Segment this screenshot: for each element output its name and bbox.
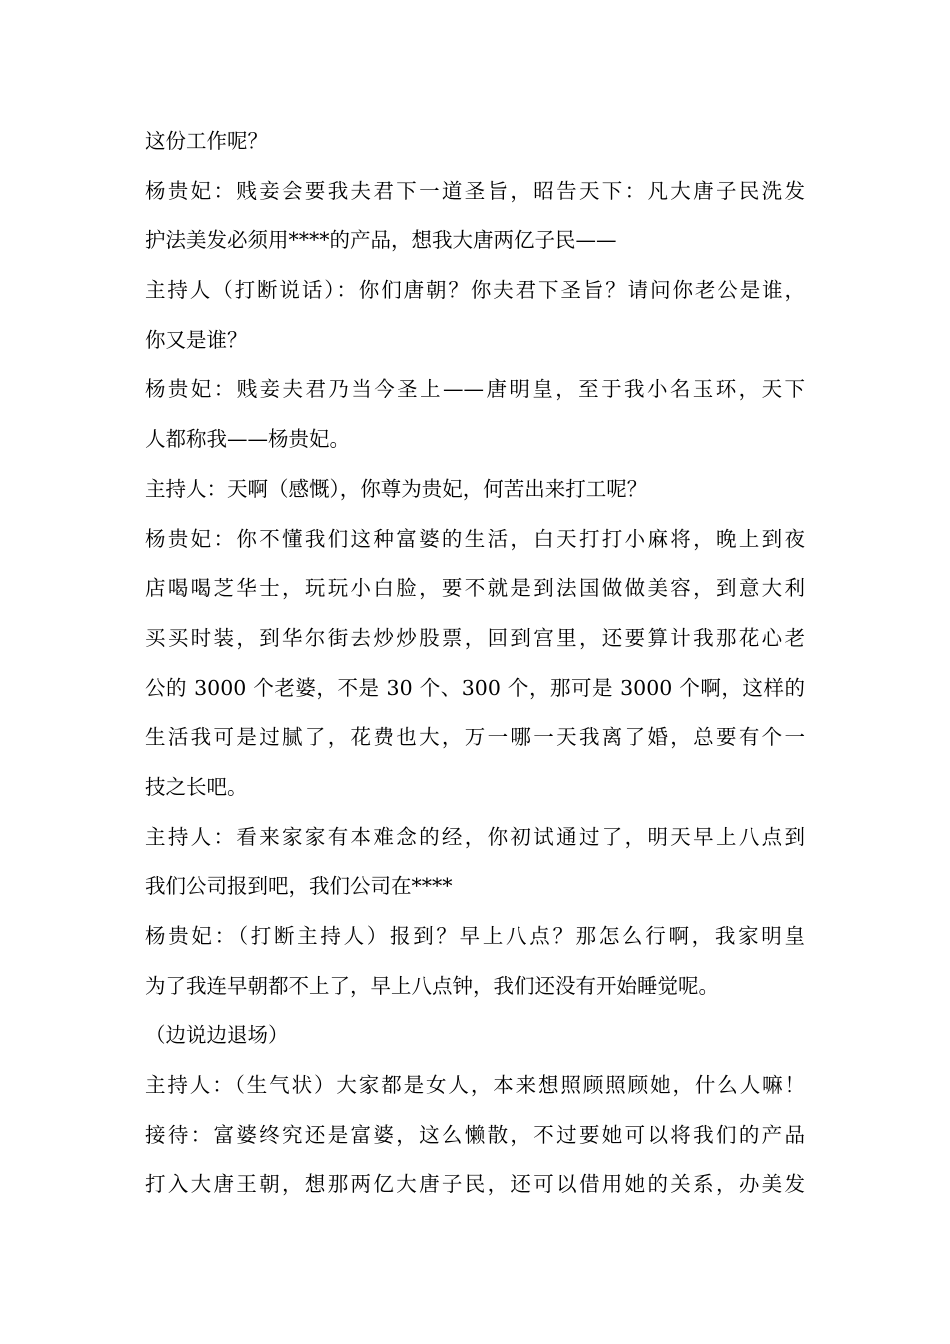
script-text-body bbox=[145, 121, 805, 1214]
text-line: 打入大唐王朝，想那两亿大唐子民，还可以借用她的关系，办美发 bbox=[145, 1172, 805, 1197]
text-line: （边说边退场） bbox=[145, 1023, 289, 1048]
text-line: 技之长吧。 bbox=[145, 774, 248, 799]
text-line: 公的 3000 个老婆，不是 30 个、300 个，那可是 3000 个啊，这样的 bbox=[145, 675, 805, 700]
text-line: 杨贵妃：你不懂我们这种富婆的生活，白天打打小麻将，晚上到夜 bbox=[145, 526, 805, 551]
text-line: 店喝喝芝华士，玩玩小白脸，要不就是到法国做做美容，到意大利 bbox=[145, 576, 805, 601]
text-line: 人都称我——杨贵妃。 bbox=[145, 427, 350, 452]
text-line: 主持人（打断说话）：你们唐朝？你夫君下圣旨？请问你老公是谁， bbox=[145, 278, 805, 303]
text-line: 杨贵妃：贱妾会要我夫君下一道圣旨，昭告天下：凡大唐子民洗发 bbox=[145, 178, 805, 203]
text-line: 杨贵妃：（打断主持人）报到？早上八点？那怎么行啊，我家明皇 bbox=[145, 924, 805, 948]
text-line: 主持人：天啊（感慨），你尊为贵妃，何苦出来打工呢？ bbox=[145, 476, 648, 501]
text-line: 主持人：看来家家有本难念的经，你初试通过了，明天早上八点到 bbox=[145, 824, 805, 849]
text-line: 生活我可是过腻了，花费也大，万一哪一天我离了婚，总要有个一 bbox=[145, 725, 805, 750]
text-line: 主持人：（生气状）大家都是女人，本来想照顾照顾她，什么人嘛！ bbox=[145, 1073, 805, 1098]
text-line: 你又是谁？ bbox=[145, 327, 248, 352]
text-line: 我们公司报到吧，我们公司在**** bbox=[145, 874, 453, 899]
text-line: 接待：富婆终究还是富婆，这么懒散，不过要她可以将我们的产品 bbox=[145, 1122, 805, 1147]
text-line: 买买时装，到华尔街去炒炒股票，回到宫里，还要算计我那花心老 bbox=[145, 625, 805, 650]
text-line: 护法美发必须用****的产品，想我大唐两亿子民—— bbox=[145, 228, 617, 253]
text-line: 杨贵妃：贱妾夫君乃当今圣上——唐明皇，至于我小名玉环，天下 bbox=[145, 377, 805, 402]
text-line: 这份工作呢？ bbox=[145, 129, 268, 153]
text-line: 为了我连早朝都不上了，早上八点钟，我们还没有开始睡觉呢。 bbox=[145, 973, 719, 998]
